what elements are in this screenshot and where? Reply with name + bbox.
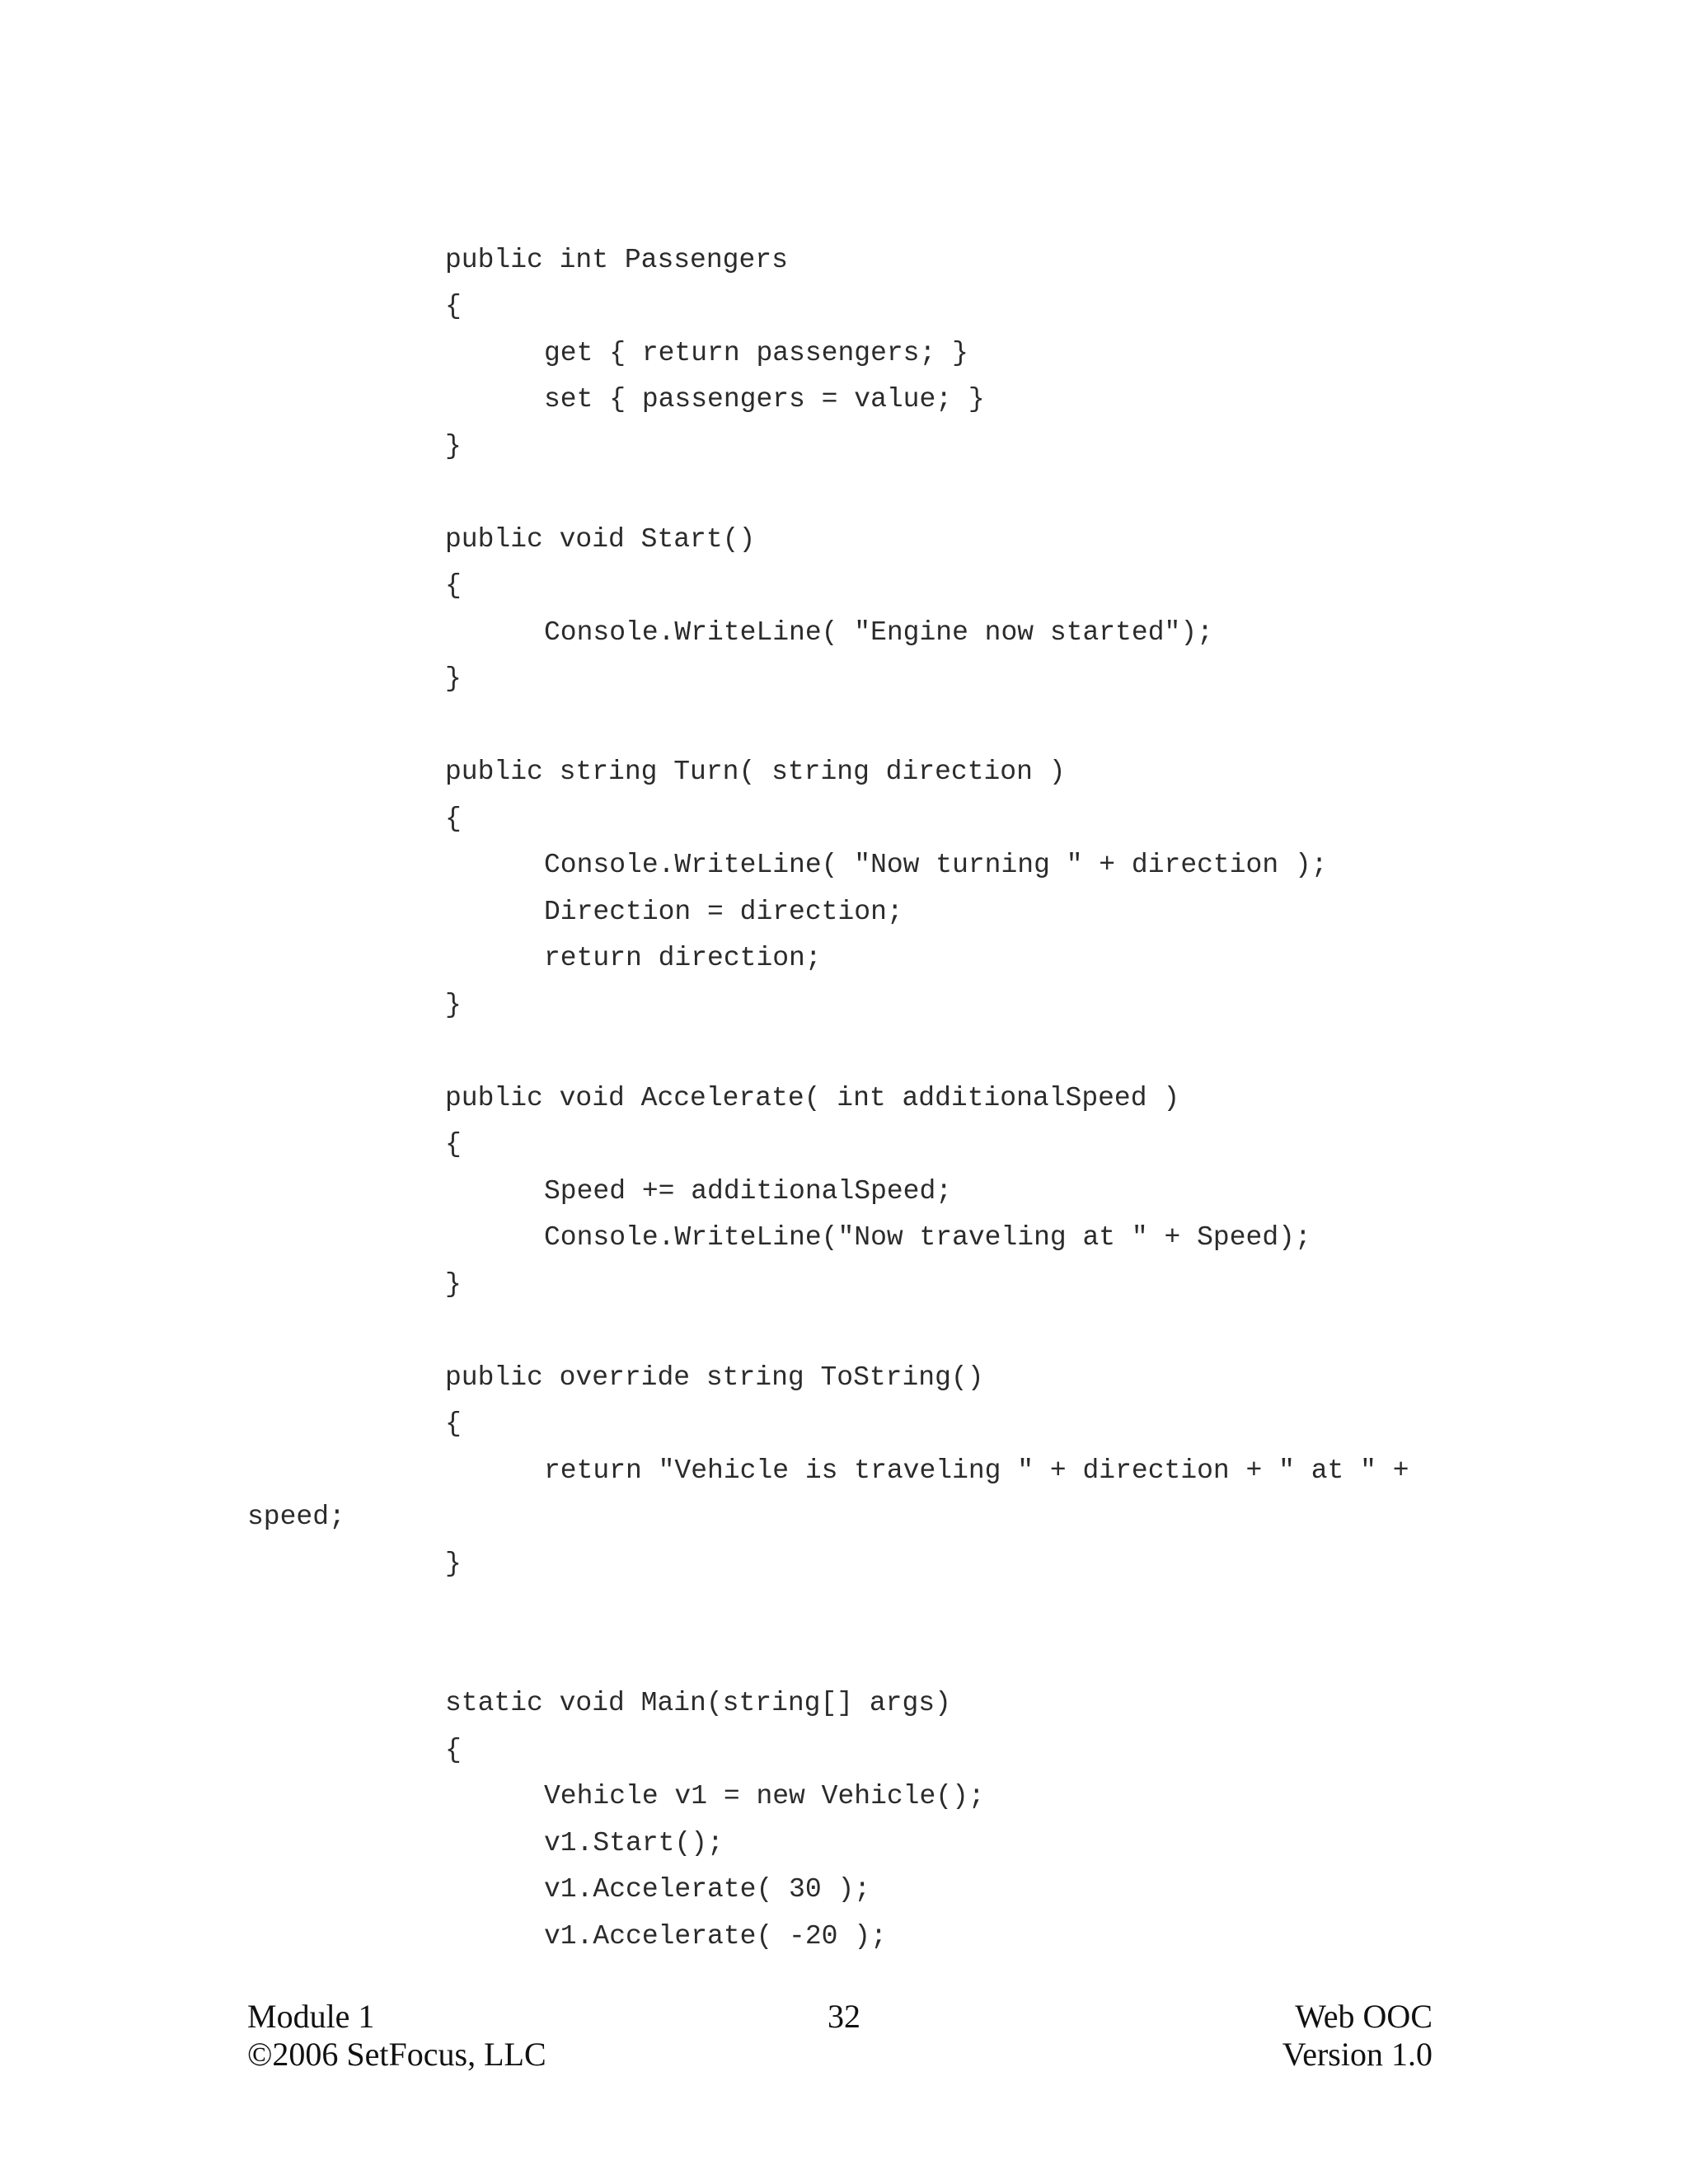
code-line: Vehicle v1 = new Vehicle();	[544, 1781, 985, 1811]
page-footer	[0, 1998, 1688, 2088]
footer-module-label: Module 1	[247, 1998, 375, 2035]
code-line: public void Start()	[445, 524, 756, 555]
footer-copyright: ©2006 SetFocus, LLC	[247, 2036, 546, 2073]
code-line: get { return passengers; }	[544, 338, 968, 368]
code-line: }	[445, 431, 462, 462]
code-line: Console.WriteLine( "Engine now started");	[544, 617, 1213, 648]
code-line: {	[445, 804, 462, 834]
code-line: {	[445, 1735, 462, 1765]
code-line: }	[445, 990, 462, 1020]
code-line: {	[445, 570, 462, 601]
footer-course-title: Web OOC	[1295, 1998, 1432, 2035]
code-line: Speed += additionalSpeed;	[544, 1176, 953, 1207]
code-line: set { passengers = value; }	[544, 384, 985, 415]
code-line: }	[445, 663, 462, 694]
footer-version: Version 1.0	[1282, 2036, 1432, 2073]
code-line: }	[445, 1549, 462, 1579]
code-line: public string Turn( string direction )	[445, 757, 1066, 787]
footer-right	[1282, 1998, 1432, 2074]
code-line: Console.WriteLine( "Now turning " + direction );	[544, 850, 1328, 880]
code-line: Console.WriteLine("Now traveling at " + Speed);	[544, 1222, 1311, 1253]
code-line: v1.Accelerate( 30 );	[544, 1874, 871, 1905]
code-line: public override string ToString()	[445, 1362, 984, 1393]
code-line: {	[445, 1129, 462, 1160]
code-line: Direction = direction;	[544, 897, 903, 927]
footer-left	[247, 1998, 546, 2074]
code-line: {	[445, 1408, 462, 1439]
code-line: return "Vehicle is traveling " + direction + " at " +	[544, 1455, 1409, 1486]
code-line: v1.Accelerate( -20 );	[544, 1921, 887, 1952]
code-line: speed;	[247, 1502, 345, 1532]
code-line: public void Accelerate( int additionalSpeed )	[445, 1083, 1180, 1113]
page-number	[824, 1998, 864, 2036]
code-line: v1.Start();	[544, 1828, 724, 1858]
code-line: static void Main(string[] args)	[445, 1688, 951, 1718]
code-line: }	[445, 1269, 462, 1300]
page-number-text: 32	[828, 1998, 860, 2035]
code-line: public int Passengers	[445, 245, 788, 275]
code-line: return direction;	[544, 943, 822, 973]
code-line: {	[445, 291, 462, 321]
